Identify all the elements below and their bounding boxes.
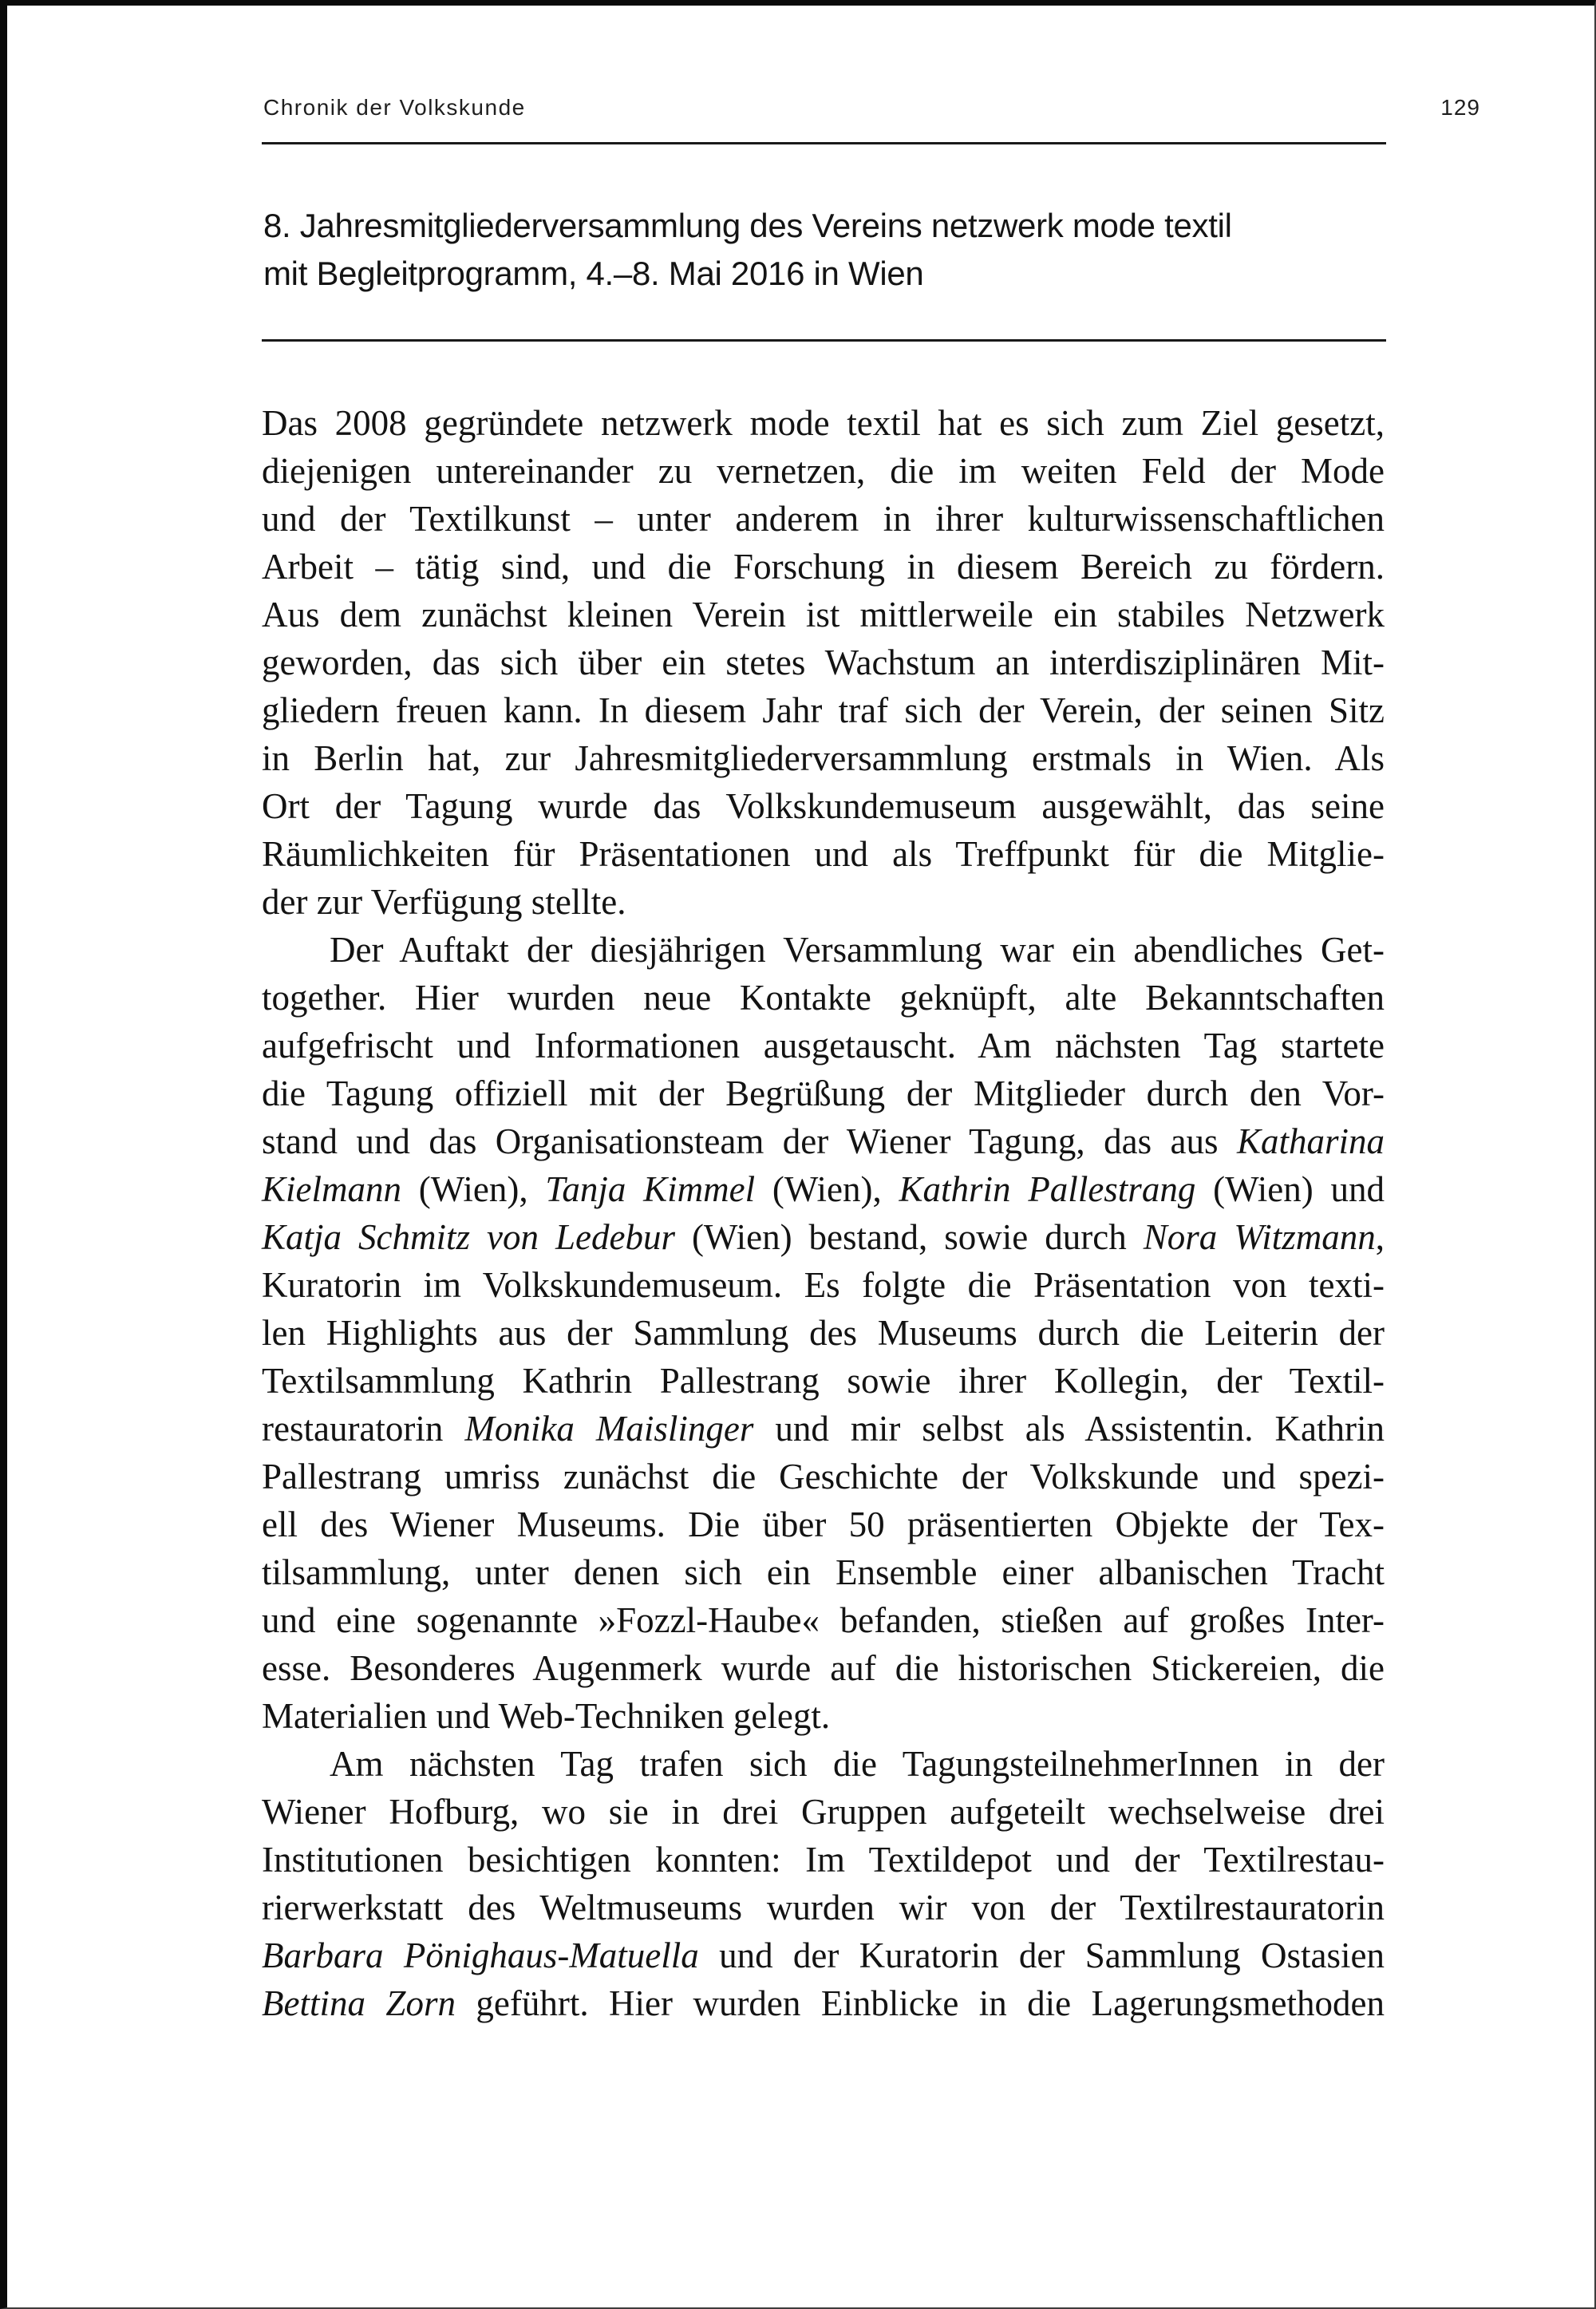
heading-line-2: mit Begleitprogramm, 4.–8. Mai 2016 in Wien bbox=[263, 255, 924, 292]
text-line bbox=[262, 1884, 1385, 1931]
page-number: 129 bbox=[1440, 95, 1480, 120]
text-line bbox=[262, 1022, 1385, 1069]
text-segment: Räumlichkeiten für Präsentationen und als Treffpunkt für die Mitglie- bbox=[262, 834, 1385, 874]
text-segment: Pallestrang umriss zunächst die Geschichte der Volkskunde und spezi- bbox=[262, 1457, 1385, 1497]
text-line bbox=[262, 1548, 1385, 1596]
text-segment: Ort der Tagung wurde das Volkskundemuseum ausgewählt, das seine bbox=[262, 786, 1385, 826]
text-line bbox=[262, 1931, 1385, 1979]
text-segment: Der Auftakt der diesjährigen Versammlung war ein abendliches Get- bbox=[330, 930, 1385, 970]
text-line bbox=[262, 1357, 1385, 1405]
person-name-italic: Kielmann bbox=[262, 1169, 401, 1209]
text-line bbox=[262, 1117, 1385, 1165]
text-segment: Das 2008 gegründete netzwerk mode textil hat es sich zum Ziel gesetzt, bbox=[262, 403, 1385, 443]
person-name-italic: Monika Maislinger bbox=[464, 1409, 754, 1449]
text-line bbox=[262, 1644, 1385, 1692]
text-line bbox=[262, 1069, 1385, 1117]
text-segment: der zur Verfügung stellte. bbox=[262, 882, 626, 922]
text-line bbox=[262, 1788, 1385, 1836]
text-line bbox=[262, 1405, 1385, 1453]
person-name-italic: Katharina bbox=[1236, 1121, 1385, 1161]
person-name-italic: Barbara Pönighaus-Matuella bbox=[262, 1935, 699, 1975]
text-segment: Kuratorin im Volkskundemuseum. Es folgte die Präsentation von texti- bbox=[262, 1265, 1385, 1305]
text-segment: restauratorin bbox=[262, 1409, 465, 1449]
text-line bbox=[262, 830, 1385, 878]
header-rule bbox=[262, 142, 1386, 144]
text-segment: gliedern freuen kann. In diesem Jahr traf sich der Verein, der seinen Sitz bbox=[262, 690, 1385, 730]
text-segment: geführt. Hier wurden Einblicke in die Lagerungsmethoden bbox=[455, 1983, 1385, 2023]
text-line bbox=[262, 1453, 1385, 1500]
text-segment: tilsammlung, unter denen sich ein Ensemble einer albanischen Tracht bbox=[262, 1552, 1385, 1592]
text-line bbox=[262, 1740, 1385, 1788]
text-segment: Textilsammlung Kathrin Pallestrang sowie ihrer Kollegin, der Textil- bbox=[262, 1361, 1385, 1401]
text-line bbox=[262, 399, 1385, 447]
text-line bbox=[262, 974, 1385, 1022]
text-line bbox=[262, 1692, 1385, 1740]
text-line bbox=[262, 686, 1385, 734]
text-segment: Materialien und Web-Techniken gelegt. bbox=[262, 1696, 831, 1736]
text-line bbox=[262, 734, 1385, 782]
text-segment: together. Hier wurden neue Kontakte geknüpft, alte Bekanntschaften bbox=[262, 978, 1385, 1018]
text-segment: len Highlights aus der Sammlung des Museums durch die Leiterin der bbox=[262, 1313, 1385, 1353]
article-heading bbox=[263, 202, 1232, 298]
text-segment: rierwerkstatt des Weltmuseums wurden wir von der Textilrestauratorin bbox=[262, 1888, 1385, 1927]
text-line bbox=[262, 1836, 1385, 1884]
person-name-italic: Nora Witzmann bbox=[1143, 1217, 1376, 1257]
text-segment: und eine sogenannte »Fozzl-Haube« befanden, stießen auf großes Inter- bbox=[262, 1600, 1385, 1640]
text-segment: Aus dem zunächst kleinen Verein ist mittlerweile ein stabiles Netzwerk bbox=[262, 595, 1385, 635]
text-segment: Am nächsten Tag trafen sich die TagungsteilnehmerInnen in der bbox=[330, 1744, 1385, 1784]
text-line bbox=[262, 1213, 1385, 1261]
text-segment: (Wien), bbox=[401, 1169, 546, 1209]
text-segment: in Berlin hat, zur Jahresmitgliederversammlung erstmals in Wien. Als bbox=[262, 738, 1385, 778]
text-segment: aufgefrischt und Informationen ausgetauscht. Am nächsten Tag startete bbox=[262, 1026, 1385, 1066]
text-segment: die Tagung offiziell mit der Begrüßung der Mitglieder durch den Vor- bbox=[262, 1073, 1385, 1113]
text-line bbox=[262, 1165, 1385, 1213]
text-segment: ell des Wiener Museums. Die über 50 präsentierten Objekte der Tex- bbox=[262, 1504, 1385, 1544]
text-line bbox=[262, 926, 1385, 974]
text-segment: Wiener Hofburg, wo sie in drei Gruppen aufgeteilt wechselweise drei bbox=[262, 1792, 1385, 1832]
text-line bbox=[262, 495, 1385, 543]
text-line bbox=[262, 1500, 1385, 1548]
text-segment: Institutionen besichtigen konnten: Im Textildepot und der Textilrestau- bbox=[262, 1840, 1385, 1880]
text-line bbox=[262, 1309, 1385, 1357]
text-line bbox=[262, 1261, 1385, 1309]
text-segment: , bbox=[1375, 1217, 1385, 1257]
text-segment: und mir selbst als Assistentin. Kathrin bbox=[753, 1409, 1385, 1449]
text-segment: stand und das Organisationsteam der Wiener Tagung, das aus bbox=[262, 1121, 1237, 1161]
text-line bbox=[262, 639, 1385, 686]
text-line bbox=[262, 1979, 1385, 2027]
text-segment: Arbeit – tätig sind, und die Forschung in diesem Bereich zu fördern. bbox=[262, 547, 1385, 587]
text-segment: (Wien) und bbox=[1195, 1169, 1385, 1209]
running-title: Chronik der Volkskunde bbox=[263, 95, 526, 120]
heading-line-1: 8. Jahresmitgliederversammlung des Vereins netzwerk mode textil bbox=[263, 207, 1232, 244]
text-segment: (Wien), bbox=[755, 1169, 899, 1209]
heading-rule bbox=[262, 339, 1386, 342]
text-segment: und der Kuratorin der Sammlung Ostasien bbox=[698, 1935, 1385, 1975]
text-line bbox=[262, 591, 1385, 639]
text-segment: diejenigen untereinander zu vernetzen, die im weiten Feld der Mode bbox=[262, 451, 1385, 491]
text-segment: geworden, das sich über ein stetes Wachstum an interdisziplinären Mit- bbox=[262, 642, 1385, 682]
article-body bbox=[262, 399, 1385, 2027]
text-segment: und der Textilkunst – unter anderem in ihrer kulturwissenschaftlichen bbox=[262, 499, 1385, 539]
text-line bbox=[262, 543, 1385, 591]
person-name-italic: Tanja Kimmel bbox=[545, 1169, 756, 1209]
text-line bbox=[262, 447, 1385, 495]
person-name-italic: Kathrin Pallestrang bbox=[899, 1169, 1196, 1209]
text-segment: esse. Besonderes Augenmerk wurde auf die historischen Stickereien, die bbox=[262, 1648, 1385, 1688]
text-line bbox=[262, 782, 1385, 830]
text-line bbox=[262, 878, 1385, 926]
text-segment: (Wien) bestand, sowie durch bbox=[674, 1217, 1144, 1257]
text-line bbox=[262, 1596, 1385, 1644]
person-name-italic: Bettina Zorn bbox=[262, 1983, 456, 2023]
person-name-italic: Katja Schmitz von Ledebur bbox=[262, 1217, 675, 1257]
